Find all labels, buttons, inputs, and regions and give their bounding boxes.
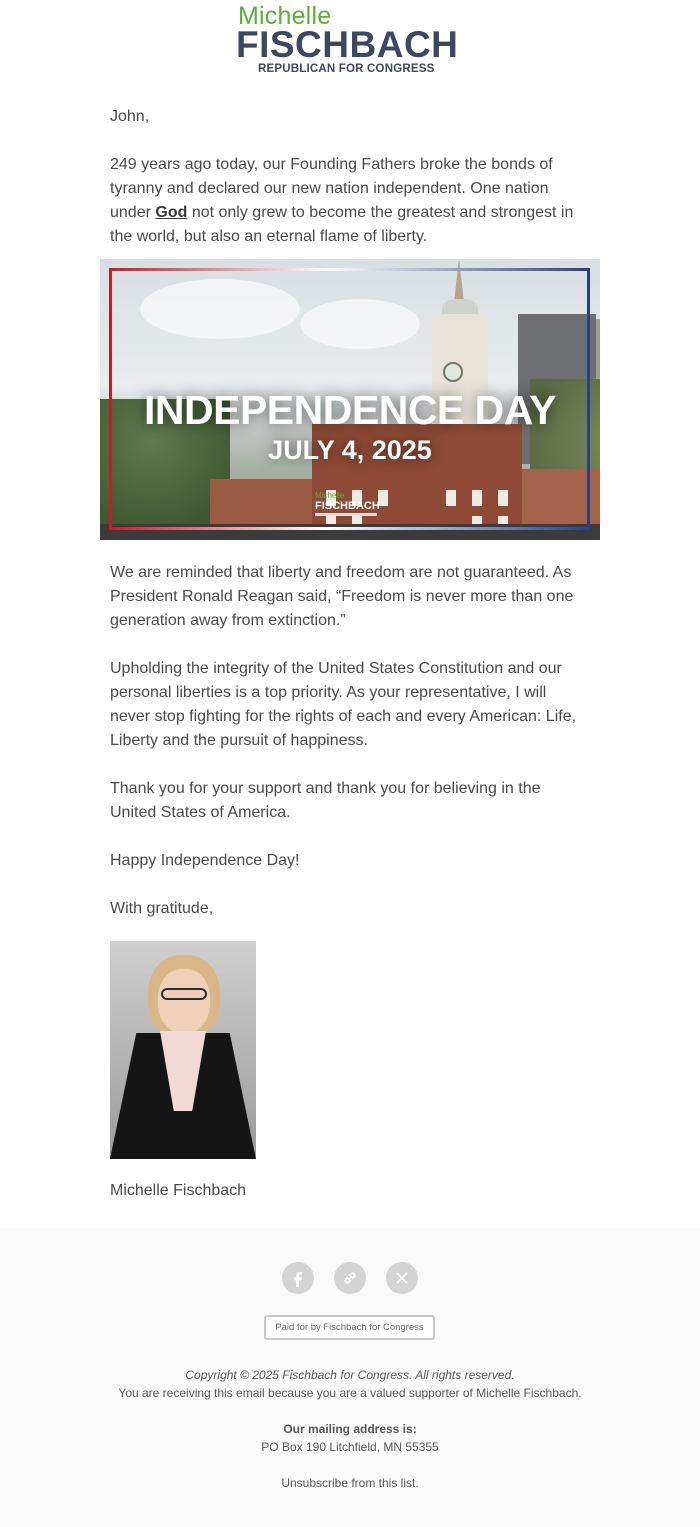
email-footer: [0, 1228, 700, 1527]
banner-logo: [315, 492, 385, 516]
logo-last-name: FISCHBACH: [236, 24, 459, 65]
logo-first-name: Michelle: [238, 2, 332, 30]
x-icon[interactable]: [386, 1262, 418, 1294]
clock-icon: [443, 362, 463, 382]
mailing-address-heading: Our mailing address is:: [283, 1422, 417, 1436]
paragraph-intro-part1: 249 years ago today, our Founding Fathers broke the bonds of tyranny and declared our new nation independent. One nation under: [110, 156, 553, 221]
paragraph-thanks: Thank you for your support and thank you for believing in the United States of America.: [110, 780, 541, 821]
facebook-icon[interactable]: [282, 1262, 314, 1294]
frame-border: [109, 527, 590, 530]
banner-logo-last: FISCHBACH: [315, 500, 380, 512]
link-icon[interactable]: [334, 1262, 366, 1294]
independence-day-banner[interactable]: [100, 259, 600, 540]
banner-title: INDEPENDENCE DAY: [144, 387, 556, 433]
paragraph-reagan: We are reminded that liberty and freedom are not guaranteed. As President Ronald Reagan said, “Freedom is never more than one generation away from extinction.”: [110, 564, 574, 629]
banner-date: JULY 4, 2025: [268, 435, 432, 465]
receiving-notice: You are receiving this email because you are a valued supporter of Michelle Fischbach.: [118, 1386, 582, 1400]
god-link[interactable]: God: [155, 204, 188, 221]
paragraph-constitution: Upholding the integrity of the United States Constitution and our personal liberties is a top priority. As your representative, I will never stop fighting for the rights of each and every American: Life, Liberty and the pursuit of happiness.: [110, 660, 577, 749]
closing: With gratitude,: [110, 900, 214, 917]
paid-for-disclaimer: Paid for by Fischbach for Congress: [264, 1315, 435, 1340]
paragraph-intro: [110, 153, 590, 249]
copyright-text: Copyright © 2025 Fischbach for Congress. All rights reserved.: [185, 1368, 515, 1382]
paragraph-happy: Happy Independence Day!: [110, 852, 300, 869]
portrait-photo: [110, 941, 256, 1159]
paragraph-intro-part2: not only grew to become the greatest and strongest in the world, but also an eternal flame of liberty.: [110, 204, 574, 245]
banner-logo-first: Michelle: [315, 491, 345, 500]
signature: Michelle Fischbach: [110, 1182, 247, 1199]
cloud: [140, 279, 300, 339]
frame-border: [109, 268, 590, 271]
banner-logo-underline: [315, 513, 377, 516]
greeting: John,: [110, 108, 150, 125]
campaign-logo[interactable]: [0, 0, 700, 90]
cloud: [300, 299, 420, 349]
unsubscribe-link[interactable]: Unsubscribe from this list.: [281, 1476, 419, 1490]
mailing-address: PO Box 190 Litchfield, MN 55355: [261, 1440, 439, 1454]
logo-subtitle: REPUBLICAN FOR CONGRESS: [258, 63, 435, 75]
